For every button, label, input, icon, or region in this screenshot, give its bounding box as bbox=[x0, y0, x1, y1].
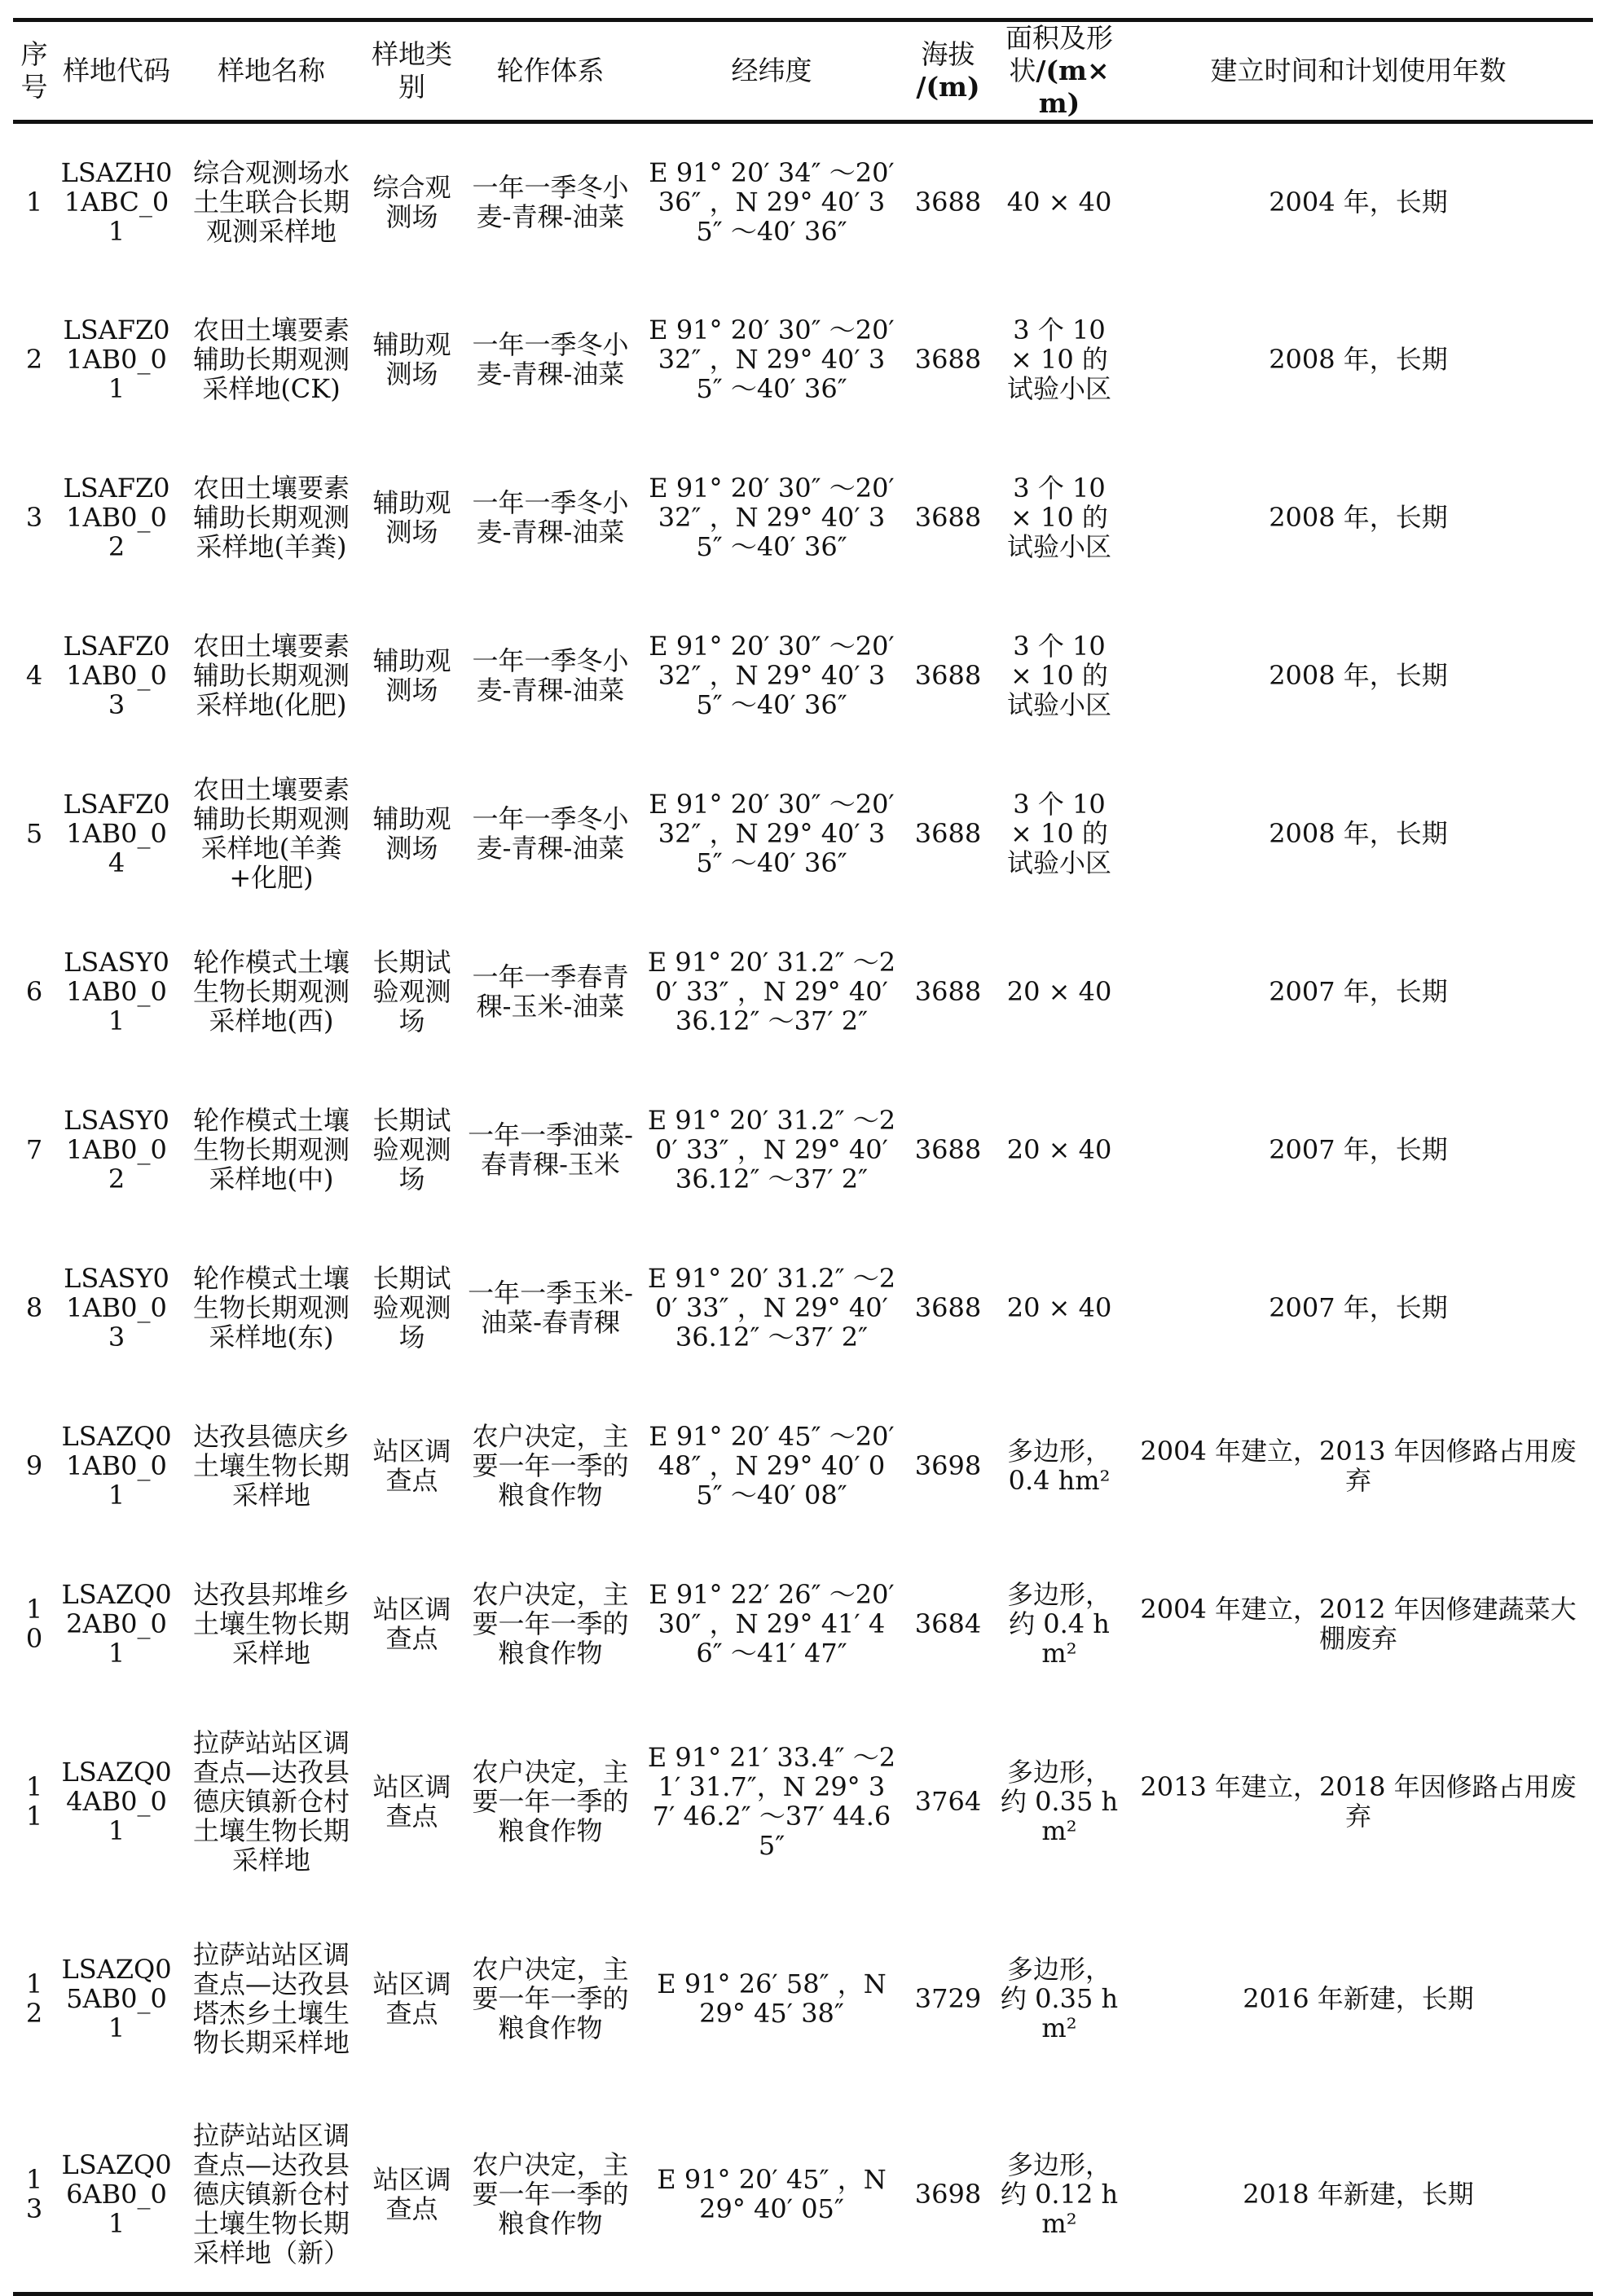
cell-name: 拉萨站站区调查点—达孜县德庆镇新仓村土壤生物长期采样地（新） bbox=[192, 2120, 350, 2269]
cell-altitude: 3688 bbox=[914, 817, 982, 849]
cell-altitude: 3688 bbox=[914, 186, 982, 218]
cell-no: 13 bbox=[25, 2164, 43, 2225]
table-row bbox=[13, 122, 1593, 280]
cell-no: 5 bbox=[25, 817, 43, 849]
cell-area: 多边形，约 0.4 hm² bbox=[1006, 1578, 1111, 1669]
cell-altitude: 3684 bbox=[914, 1608, 982, 1639]
cell-code: LSAFZ01AB0_01 bbox=[63, 314, 170, 404]
header-coords: 经纬度 bbox=[731, 55, 812, 86]
cell-established: 2016 年新建，长期 bbox=[1243, 1982, 1474, 2014]
cell-rotation: 农户决定，主要一年一季的粮食作物 bbox=[472, 1756, 629, 1846]
header-altitude-unit: /(m) bbox=[916, 71, 980, 103]
cell-established: 2008 年，长期 bbox=[1269, 659, 1448, 691]
cell-area: 多边形，0.4 hm² bbox=[1006, 1435, 1111, 1496]
cell-rotation: 一年一季冬小麦-青稞-油菜 bbox=[472, 328, 629, 389]
cell-area: 20 × 40 bbox=[1006, 975, 1112, 1007]
cell-name: 农田土壤要素辅助长期观测采样地(羊粪+化肥) bbox=[192, 773, 350, 893]
cell-area: 多边形，约 0.12 hm² bbox=[1000, 2149, 1119, 2240]
table-row bbox=[13, 913, 1593, 1071]
header-area-label: 面积及形状 bbox=[1005, 22, 1113, 86]
cell-category: 站区调查点 bbox=[372, 1770, 451, 1832]
cell-code: LSAZQ06AB0_01 bbox=[61, 2149, 172, 2240]
cell-no: 6 bbox=[25, 975, 43, 1007]
table-row bbox=[13, 596, 1593, 754]
table-row bbox=[13, 1229, 1593, 1387]
cell-altitude: 3688 bbox=[914, 1291, 982, 1323]
cell-no: 3 bbox=[25, 501, 43, 533]
cell-no: 1 bbox=[25, 186, 43, 218]
cell-code: LSAFZ01AB0_02 bbox=[63, 472, 170, 562]
cell-code: LSAFZ01AB0_04 bbox=[63, 788, 170, 878]
cell-rotation: 农户决定，主要一年一季的粮食作物 bbox=[472, 1420, 629, 1511]
table-row bbox=[13, 1703, 1593, 1900]
cell-coords: E 91° 21′ 33.4″ ～21′ 31.7″，N 29° 37′ 46.2″ ～37′ 44.65″ bbox=[647, 1741, 896, 1861]
header-altitude bbox=[901, 20, 995, 122]
table-row bbox=[13, 1900, 1593, 2097]
cell-code: LSAZQ02AB0_01 bbox=[61, 1578, 172, 1669]
cell-coords: E 91° 20′ 31.2″ ～20′ 33″ ，N 29° 40′ 36.12″ ～37′ 2″ bbox=[647, 1262, 896, 1353]
cell-established: 2007 年，长期 bbox=[1269, 975, 1448, 1007]
cell-category: 辅助观测场 bbox=[372, 644, 451, 706]
cell-altitude: 3729 bbox=[914, 1982, 982, 2014]
cell-code: LSAZQ04AB0_01 bbox=[61, 1756, 172, 1846]
cell-established: 2007 年，长期 bbox=[1269, 1133, 1448, 1165]
cell-code: LSAZH01ABC_01 bbox=[60, 156, 173, 247]
cell-established: 2008 年，长期 bbox=[1269, 501, 1448, 533]
cell-rotation: 一年一季玉米-油菜-春青稞 bbox=[468, 1277, 633, 1338]
cell-established: 2008 年，长期 bbox=[1269, 343, 1448, 375]
header-code: 样地代码 bbox=[63, 55, 170, 86]
cell-altitude: 3764 bbox=[914, 1785, 982, 1817]
cell-name: 达孜县邦堆乡土壤生物长期采样地 bbox=[192, 1578, 350, 1669]
header-rotation: 轮作体系 bbox=[496, 55, 605, 86]
header-established: 建立时间和计划使用年数 bbox=[1210, 55, 1507, 86]
cell-established: 2013 年建立，2018 年因修路占用废弃 bbox=[1140, 1770, 1577, 1832]
cell-category: 站区调查点 bbox=[372, 2164, 451, 2225]
cell-area: 3 个 10 × 10 的试验小区 bbox=[1006, 630, 1111, 720]
cell-code: LSAZQ01AB0_01 bbox=[61, 1420, 172, 1511]
cell-name: 轮作模式土壤生物长期观测采样地(东) bbox=[192, 1262, 350, 1353]
cell-code: LSASY01AB0_03 bbox=[64, 1262, 169, 1353]
cell-no: 2 bbox=[25, 343, 43, 375]
cell-established: 2004 年建立，2013 年因修路占用废弃 bbox=[1140, 1435, 1577, 1496]
table-row bbox=[13, 754, 1593, 913]
cell-code: LSASY01AB0_01 bbox=[64, 946, 169, 1036]
cell-altitude: 3688 bbox=[914, 343, 982, 375]
cell-category: 辅助观测场 bbox=[372, 486, 451, 548]
cell-name: 农田土壤要素辅助长期观测采样地(羊粪) bbox=[192, 472, 350, 562]
cell-coords: E 91° 26′ 58″ ，N 29° 45′ 38″ bbox=[657, 1968, 887, 2029]
cell-coords: E 91° 22′ 26″ ～20′ 30″ ，N 29° 41′ 46″ ～41′ 47″ bbox=[649, 1578, 895, 1669]
cell-area: 20 × 40 bbox=[1006, 1291, 1112, 1323]
cell-area: 3 个 10 × 10 的试验小区 bbox=[1006, 314, 1111, 404]
cell-rotation: 农户决定，主要一年一季的粮食作物 bbox=[472, 2149, 629, 2240]
cell-category: 长期试验观测场 bbox=[372, 1104, 451, 1194]
cell-area: 40 × 40 bbox=[1006, 186, 1112, 218]
cell-altitude: 3698 bbox=[914, 2179, 982, 2210]
cell-category: 综合观测场 bbox=[372, 171, 451, 232]
cell-name: 拉萨站站区调查点—达孜县塔杰乡土壤生物长期采样地 bbox=[192, 1938, 350, 2058]
table-row bbox=[13, 1071, 1593, 1229]
cell-name: 达孜县德庆乡土壤生物长期采样地 bbox=[192, 1420, 350, 1511]
cell-no: 10 bbox=[25, 1593, 43, 1654]
table-row bbox=[13, 1387, 1593, 1545]
cell-coords: E 91° 20′ 34″ ～20′ 36″ ，N 29° 40′ 35″ ～40′ 36″ bbox=[649, 156, 895, 247]
cell-name: 农田土壤要素辅助长期观测采样地(化肥) bbox=[192, 630, 350, 720]
cell-established: 2007 年，长期 bbox=[1269, 1291, 1448, 1323]
table-row bbox=[13, 1545, 1593, 1703]
cell-established: 2018 年新建，长期 bbox=[1243, 2179, 1474, 2210]
cell-no: 11 bbox=[25, 1770, 43, 1832]
cell-no: 7 bbox=[25, 1133, 43, 1165]
cell-coords: E 91° 20′ 31.2″ ～20′ 33″ ，N 29° 40′ 36.12″ ～37′ 2″ bbox=[647, 1104, 896, 1194]
cell-area: 20 × 40 bbox=[1006, 1133, 1112, 1165]
cell-name: 轮作模式土壤生物长期观测采样地(中) bbox=[192, 1104, 350, 1194]
table-row bbox=[13, 280, 1593, 438]
header-no: 序号 bbox=[20, 38, 48, 103]
header-area bbox=[995, 20, 1124, 122]
cell-category: 站区调查点 bbox=[372, 1968, 451, 2029]
cell-altitude: 3698 bbox=[914, 1449, 982, 1481]
header-category: 样地类别 bbox=[372, 38, 452, 103]
cell-category: 站区调查点 bbox=[372, 1593, 451, 1654]
cell-no: 4 bbox=[25, 659, 43, 691]
header-name: 样地名称 bbox=[218, 55, 325, 86]
cell-rotation: 农户决定，主要一年一季的粮食作物 bbox=[472, 1578, 629, 1669]
header-altitude-label: 海拔 bbox=[921, 38, 975, 70]
header-area-unit: /(m×m) bbox=[1036, 55, 1110, 119]
cell-code: LSAZQ05AB0_01 bbox=[61, 1953, 172, 2043]
table-header-row bbox=[13, 20, 1593, 122]
cell-area: 多边形，约 0.35 hm² bbox=[1000, 1953, 1119, 2043]
cell-established: 2008 年，长期 bbox=[1269, 817, 1448, 849]
cell-code: LSASY01AB0_02 bbox=[64, 1104, 169, 1194]
cell-no: 9 bbox=[25, 1449, 43, 1481]
cell-rotation: 一年一季春青稞-玉米-油菜 bbox=[472, 961, 629, 1022]
cell-rotation: 一年一季冬小麦-青稞-油菜 bbox=[472, 803, 629, 864]
cell-name: 综合观测场水土生联合长期观测采样地 bbox=[192, 156, 350, 247]
cell-coords: E 91° 20′ 30″ ～20′ 32″ ，N 29° 40′ 35″ ～40′ 36″ bbox=[649, 314, 895, 404]
sampling-sites-table bbox=[13, 18, 1593, 2296]
cell-rotation: 一年一季冬小麦-青稞-油菜 bbox=[472, 486, 629, 548]
cell-category: 辅助观测场 bbox=[372, 803, 451, 864]
cell-name: 农田土壤要素辅助长期观测采样地(CK) bbox=[192, 314, 350, 404]
cell-established: 2004 年，长期 bbox=[1269, 186, 1448, 218]
cell-coords: E 91° 20′ 30″ ～20′ 32″ ，N 29° 40′ 35″ ～40′ 36″ bbox=[649, 630, 895, 720]
cell-no: 8 bbox=[25, 1291, 43, 1323]
cell-altitude: 3688 bbox=[914, 501, 982, 533]
cell-category: 长期试验观测场 bbox=[372, 1262, 451, 1353]
cell-coords: E 91° 20′ 31.2″ ～20′ 33″ ，N 29° 40′ 36.12″ ～37′ 2″ bbox=[647, 946, 896, 1036]
cell-rotation: 一年一季冬小麦-青稞-油菜 bbox=[472, 171, 629, 232]
cell-area: 多边形，约 0.35 hm² bbox=[1000, 1756, 1119, 1846]
cell-area: 3 个 10 × 10 的试验小区 bbox=[1006, 788, 1111, 878]
cell-code: LSAFZ01AB0_03 bbox=[63, 630, 170, 720]
cell-altitude: 3688 bbox=[914, 975, 982, 1007]
cell-altitude: 3688 bbox=[914, 659, 982, 691]
cell-category: 辅助观测场 bbox=[372, 328, 451, 389]
cell-coords: E 91° 20′ 45″ ，N 29° 40′ 05″ bbox=[657, 2164, 887, 2225]
cell-altitude: 3688 bbox=[914, 1133, 982, 1165]
cell-name: 拉萨站站区调查点—达孜县德庆镇新仓村土壤生物长期采样地 bbox=[192, 1726, 350, 1876]
cell-no: 12 bbox=[25, 1968, 43, 2029]
cell-coords: E 91° 20′ 30″ ～20′ 32″ ，N 29° 40′ 35″ ～40′ 36″ bbox=[649, 788, 895, 878]
cell-established: 2004 年建立，2012 年因修建蔬菜大棚废弃 bbox=[1140, 1593, 1577, 1654]
cell-coords: E 91° 20′ 45″ ～20′ 48″ ，N 29° 40′ 05″ ～40′ 08″ bbox=[649, 1420, 895, 1511]
table-row bbox=[13, 438, 1593, 596]
cell-name: 轮作模式土壤生物长期观测采样地(西) bbox=[192, 946, 350, 1036]
cell-rotation: 一年一季油菜-春青稞-玉米 bbox=[468, 1119, 633, 1180]
cell-category: 站区调查点 bbox=[372, 1435, 451, 1496]
cell-area: 3 个 10 × 10 的试验小区 bbox=[1006, 472, 1111, 562]
cell-rotation: 一年一季冬小麦-青稞-油菜 bbox=[472, 644, 629, 706]
cell-category: 长期试验观测场 bbox=[372, 946, 451, 1036]
cell-rotation: 农户决定，主要一年一季的粮食作物 bbox=[472, 1953, 629, 2043]
table-row bbox=[13, 2097, 1593, 2294]
cell-coords: E 91° 20′ 30″ ～20′ 32″ ，N 29° 40′ 35″ ～40′ 36″ bbox=[649, 472, 895, 562]
